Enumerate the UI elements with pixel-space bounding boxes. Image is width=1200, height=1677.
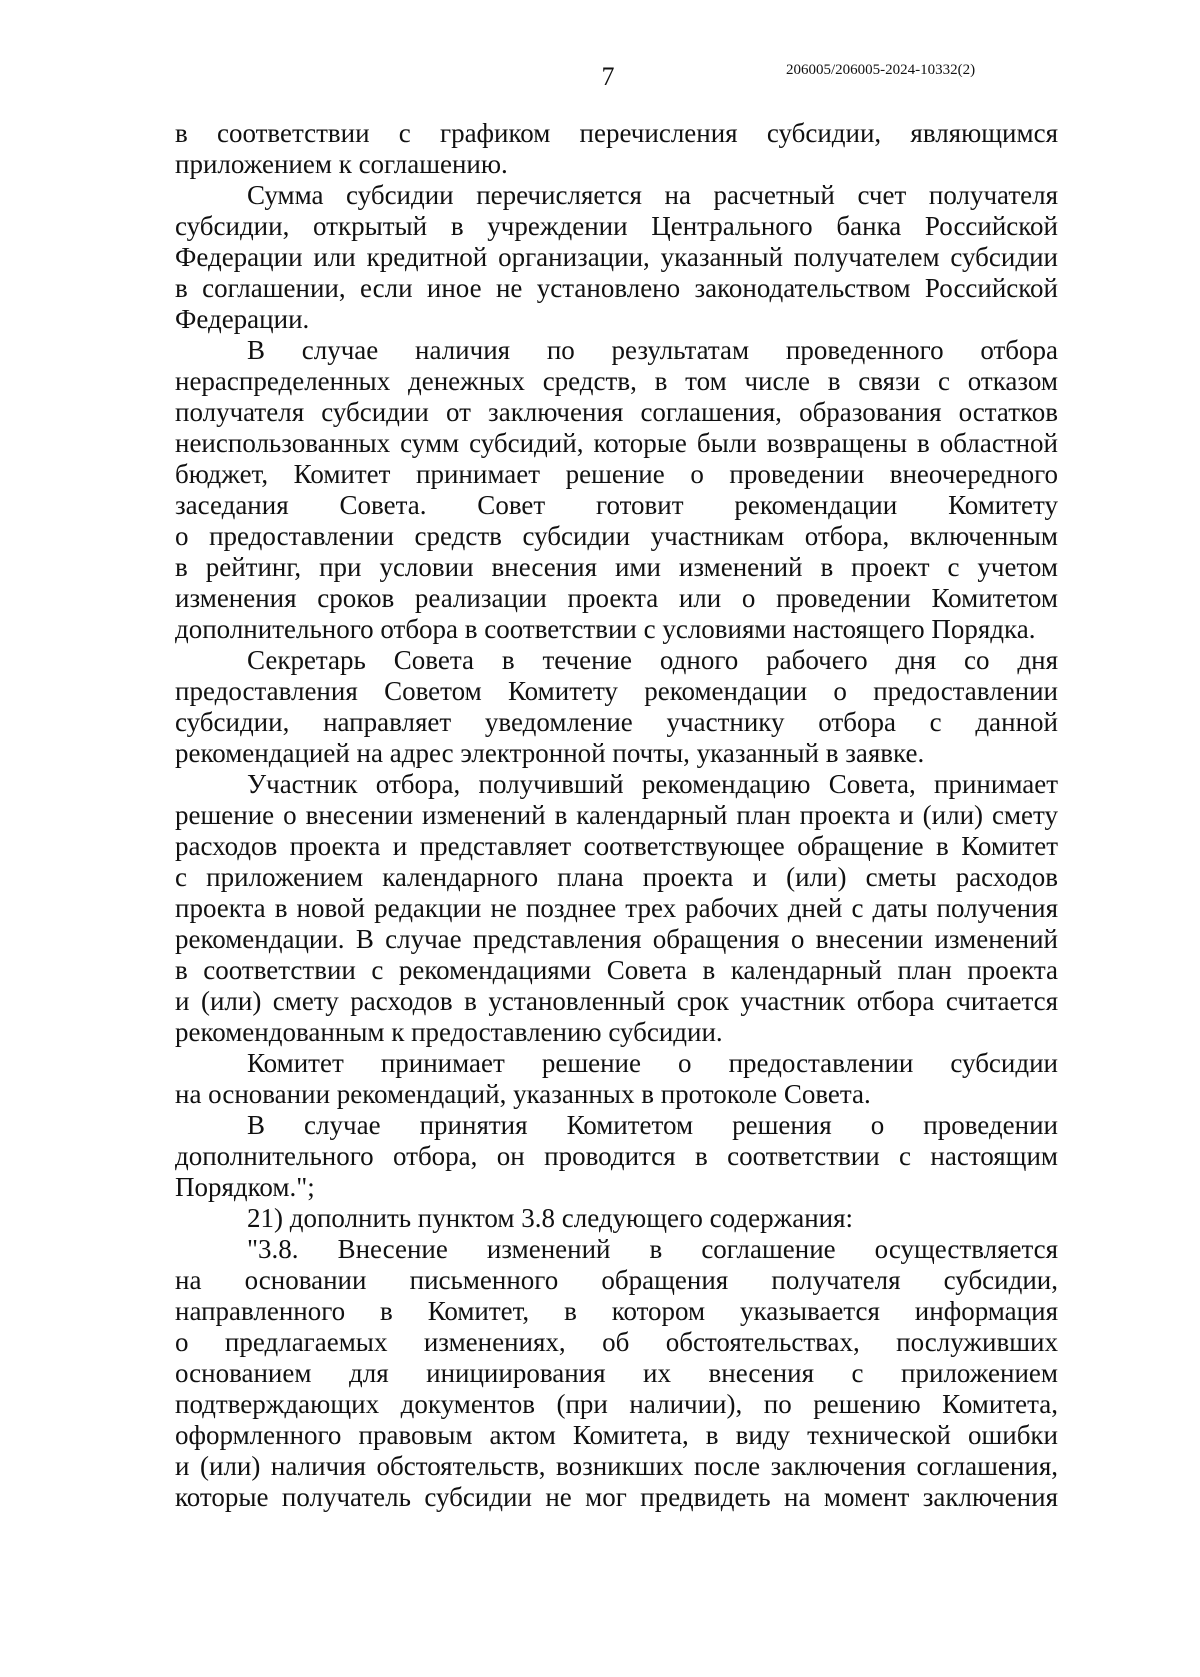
text-line: рекомендацией на адрес электронной почты, указанный в заявке.: [175, 738, 925, 768]
text-line: о предоставлении средств субсидии участникам отбора, включенным: [175, 521, 1058, 551]
text-line: В случае наличия по результатам проведенного отбора: [247, 335, 1058, 365]
text-line: нераспределенных денежных средств, в том числе в связи с отказом: [175, 366, 1058, 396]
page-number: 7: [601, 62, 615, 91]
text-line: в соответствии с рекомендациями Совета в календарный план проекта: [175, 955, 1058, 985]
text-line: на основании письменного обращения получателя субсидии,: [175, 1265, 1058, 1295]
text-line: Федерации или кредитной организации, указанный получателем субсидии: [175, 242, 1058, 272]
text-line: В случае принятия Комитетом решения о проведении: [247, 1110, 1058, 1140]
text-line: в соответствии с графиком перечисления субсидии, являющимся: [175, 118, 1058, 148]
text-line: Порядком.";: [175, 1172, 315, 1202]
document-body: [175, 118, 1058, 1513]
text-line: в соглашении, если иное не установлено законодательством Российской: [175, 273, 1058, 303]
text-line: рекомендации. В случае представления обращения о внесении изменений: [175, 924, 1058, 954]
text-line: субсидии, открытый в учреждении Центрального банка Российской: [175, 211, 1058, 241]
text-line: направленного в Комитет, в котором указывается информация: [175, 1296, 1058, 1326]
text-line: проекта в новой редакции не позднее трех рабочих дней с даты получения: [175, 893, 1058, 923]
text-line: Участник отбора, получивший рекомендацию Совета, принимает: [247, 769, 1058, 799]
text-line: и (или) наличия обстоятельств, возникших после заключения соглашения,: [175, 1451, 1058, 1481]
text-line: в рейтинг, при условии внесения ими изменений в проект с учетом: [175, 552, 1058, 582]
text-line: приложением к соглашению.: [175, 149, 508, 179]
document-id: 206005/206005-2024-10332(2): [786, 62, 976, 78]
text-line: расходов проекта и представляет соответствующее обращение в Комитет: [175, 831, 1058, 861]
text-line: Сумма субсидии перечисляется на расчетный счет получателя: [247, 180, 1058, 210]
text-line: с приложением календарного плана проекта и (или) сметы расходов: [175, 862, 1058, 892]
text-line: на основании рекомендаций, указанных в протоколе Совета.: [175, 1079, 871, 1109]
text-line: о предлагаемых изменениях, об обстоятельствах, послуживших: [175, 1327, 1058, 1357]
text-line: решение о внесении изменений в календарный план проекта и (или) смету: [175, 800, 1058, 830]
text-line: основанием для инициирования их внесения с приложением: [175, 1358, 1058, 1388]
text-line: Комитет принимает решение о предоставлении субсидии: [247, 1048, 1058, 1078]
text-line: которые получатель субсидии не мог предвидеть на момент заключения: [175, 1482, 1058, 1512]
text-line: "3.8. Внесение изменений в соглашение осуществляется: [247, 1234, 1058, 1264]
text-line: субсидии, направляет уведомление участнику отбора с данной: [175, 707, 1058, 737]
text-line: и (или) смету расходов в установленный срок участник отбора считается: [175, 986, 1058, 1016]
text-line: Секретарь Совета в течение одного рабочего дня со дня: [247, 645, 1058, 675]
text-line: рекомендованным к предоставлению субсидии.: [175, 1017, 723, 1047]
text-line: заседания Совета. Совет готовит рекомендации Комитету: [175, 490, 1058, 520]
text-line: Федерации.: [175, 304, 310, 334]
text-line: дополнительного отбора, он проводится в соответствии с настоящим: [175, 1141, 1058, 1171]
text-line: 21) дополнить пунктом 3.8 следующего содержания:: [247, 1203, 854, 1233]
text-line: дополнительного отбора в соответствии с условиями настоящего Порядка.: [175, 614, 1036, 644]
text-line: оформленного правовым актом Комитета, в виду технической ошибки: [175, 1420, 1058, 1450]
text-line: изменения сроков реализации проекта или о проведении Комитетом: [175, 583, 1058, 613]
text-line: предоставления Советом Комитету рекомендации о предоставлении: [175, 676, 1058, 706]
text-line: бюджет, Комитет принимает решение о проведении внеочередного: [175, 459, 1058, 489]
text-line: подтверждающих документов (при наличии), по решению Комитета,: [175, 1389, 1058, 1419]
text-line: получателя субсидии от заключения соглашения, образования остатков: [175, 397, 1058, 427]
text-line: неиспользованных сумм субсидий, которые были возвращены в областной: [175, 428, 1058, 458]
